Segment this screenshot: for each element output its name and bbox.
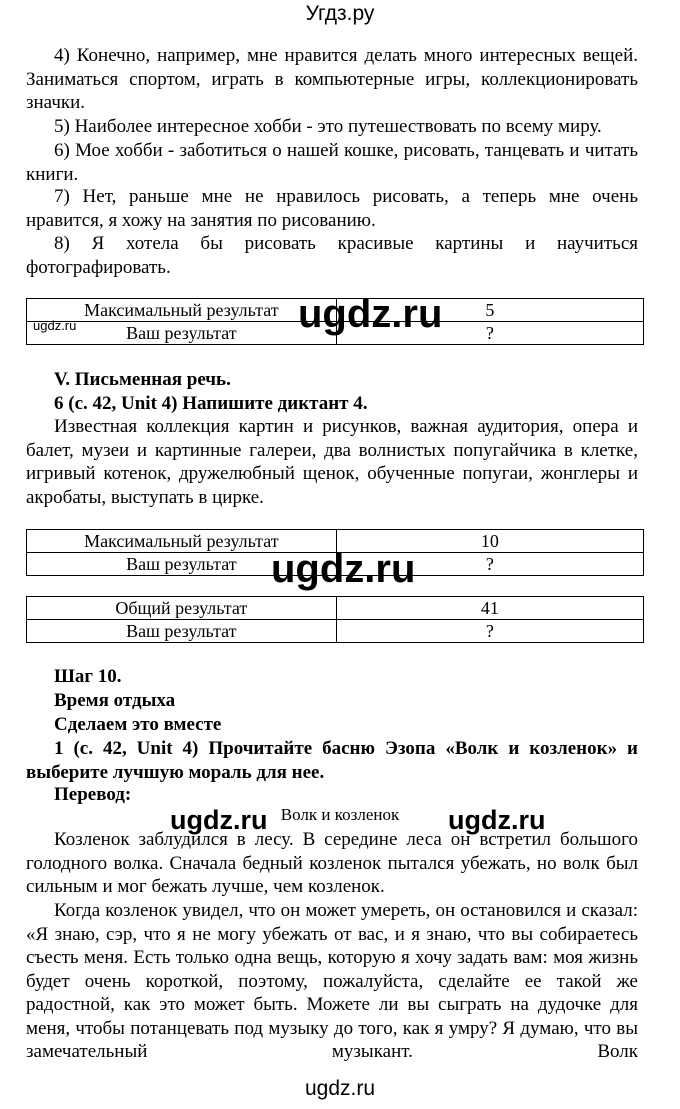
story-paragraph-1: Козленок заблудился в лесу. В середине леса он встретил большого голодного волка. Сначала бедный козленок пытался убежать, но волк был сильным и мог бежать лучше, чем козленок.	[26, 829, 638, 897]
story-title: Волк и козленок	[280, 805, 400, 824]
table-row	[27, 597, 644, 620]
answer-6: 6) Мое хобби - заботиться о нашей кошке, рисовать, танцевать и читать книги.	[26, 140, 638, 185]
answer-7: 7) Нет, раньше мне не нравилось рисовать, а теперь мне очень нравится, я хожу на занятия по рисованию.	[26, 186, 638, 231]
max-result-label: Максимальный результат	[27, 299, 337, 322]
your-result-value: ?	[336, 553, 643, 576]
watermark-large-1: ugdz.ru	[298, 292, 443, 336]
total-result-value: 41	[336, 597, 643, 620]
max-result-value: 5	[336, 299, 643, 322]
section-title: V. Письменная речь.	[54, 369, 231, 390]
watermark-medium-1: ugdz.ru	[170, 805, 268, 835]
step-subtitle-2: Сделаем это вместе	[54, 714, 222, 735]
story-paragraph-2: Когда козленок увидел, что он может умереть, он остановился и сказал: «Я знаю, сэр, что я не могу убежать от вас, и я знаю, что вы собираетесь съесть меня. Есть только одна вещь, которую я хочу задать вам: моя жизнь будет очень короткой, поэтому, пожалуйста, сделайте ее такой же радостной, как это может быть. Можете ли вы сыграть на дудочке для меня, чтобы потанцевать под музыку до того, как я умру? Я думаю, что вы замечательный музыкант. Волк	[26, 900, 638, 1062]
site-watermark-top: Угдз.ру	[305, 2, 375, 25]
score-table-total	[26, 596, 644, 643]
task-heading: 6 (с. 42, Unit 4) Напишите диктант 4.	[54, 393, 368, 414]
total-result-label: Общий результат	[27, 597, 337, 620]
your-result-label: Ваш результат	[27, 322, 337, 345]
watermark-medium-2: ugdz.ru	[448, 805, 546, 835]
your-result-value: ?	[336, 322, 643, 345]
your-result-value: ?	[336, 620, 643, 643]
your-result-label: Ваш результат	[27, 620, 337, 643]
table-row	[27, 620, 644, 643]
max-result-value: 10	[336, 530, 643, 553]
translation-label: Перевод:	[54, 784, 132, 805]
your-result-label: Ваш результат	[27, 553, 337, 576]
dictation-text: Известная коллекция картин и рисунков, важная аудитория, опера и балет, музеи и картинные галереи, два волнистых попугайчика в клетке, игривый котенок, дружелюбный щенок, обученные попугаи, жонглеры и акробаты, выступать в цирке.	[26, 416, 638, 508]
watermark-small: ugdz.ru	[33, 318, 77, 333]
step-subtitle-1: Время отдыха	[54, 690, 176, 711]
answer-8: 8) Я хотела бы рисовать красивые картины и научиться фотографировать.	[26, 233, 638, 278]
site-watermark-bottom: ugdz.ru	[304, 1077, 376, 1100]
answer-4: 4) Конечно, например, мне нравится делать много интересных вещей. Заниматься спортом, играть в компьютерные игры, коллекционировать значки.	[26, 45, 638, 113]
answer-5: 5) Наиболее интересное хобби - это путешествовать по всему миру.	[54, 116, 602, 137]
fable-task: 1 (с. 42, Unit 4) Прочитайте басню Эзопа «Волк и козленок» и выберите лучшую мораль для нее.	[26, 738, 638, 783]
max-result-label: Максимальный результат	[27, 530, 337, 553]
step-title: Шаг 10.	[54, 666, 122, 687]
watermark-large-2: ugdz.ru	[271, 547, 416, 591]
